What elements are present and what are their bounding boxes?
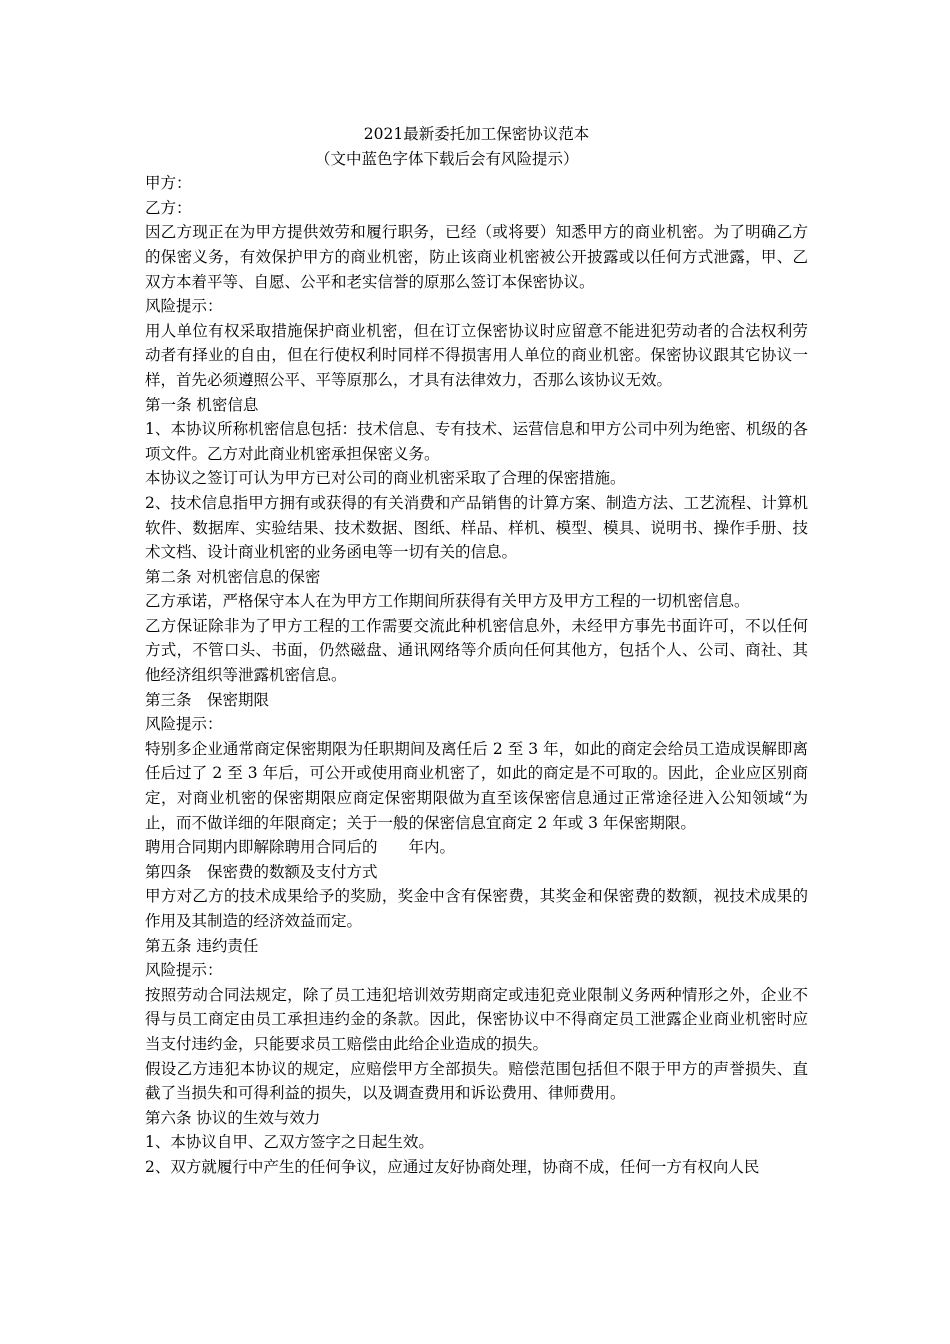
article-5-text: 假设乙方违犯本协议的规定，应赔偿甲方全部损失。赔偿范围包括但不限于甲方的声誉损失、直截了当损失和可得利益的损失，以及调查费用和诉讼费用、律师费用。: [145, 1059, 808, 1103]
article-3-term: 聘用合同期内即解除聘用合同后的 年内。: [145, 838, 456, 857]
risk-notice-heading: 风险提示：: [145, 961, 223, 980]
article-2-clause-1: 乙方承诺，严格保守本人在为甲方工作期间所获得有关甲方及甲方工程的一切机密信息。: [145, 592, 750, 611]
article-2-heading: 第二条 对机密信息的保密: [145, 567, 321, 586]
risk-notice-text: 按照劳动合同法规定，除了员工违犯培训效劳期商定或违犯竞业限制义务两种情形之外，企业不得与员工商定由员工承担违约金的条款。因此，保密协议中不得商定员工泄露企业商业机密时应当支付违约金，只能要求员工赔偿由此给企业造成的损失。: [145, 985, 808, 1053]
article-6-clause-2: 2、双方就履行中产生的任何争议，应通过友好协商处理，协商不成，任何一方有权向人民: [145, 1157, 760, 1176]
article-6-clause-1: 1、本协议自甲、乙双方签字之日起生效。: [145, 1133, 434, 1152]
article-2-clause-2: 乙方保证除非为了甲方工程的工作需要交流此种机密信息外，未经甲方事先书面许可，不以任何方式，不管口头、书面，仍然磁盘、通讯网络等介质向任何其他方，包括个人、公司、商社、其他经济组织等泄露机密信息。: [145, 616, 808, 685]
document-title: 2021最新委托加工保密协议范本: [363, 125, 590, 143]
risk-notice-heading: 风险提示：: [145, 715, 223, 734]
article-1-clause-1: 1、本协议所称机密信息包括：技术信息、专有技术、运营信息和甲方公司中列为绝密、机级的各项文件。乙方对此商业机密承担保密义务。: [145, 420, 808, 463]
risk-notice-text: 用人单位有权采取措施保护商业机密，但在订立保密协议时应留意不能进犯劳动者的合法权利劳动者有择业的自由，但在行使权利时同样不得损害用人单位的商业机密。保密协议跟其它协议一样，首先必须遵照公平、平等原那么，才具有法律效力，否那么该协议无效。: [145, 321, 808, 389]
article-4-heading: 第四条 保密费的数额及支付方式: [145, 862, 378, 881]
document-subtitle: （文中蓝色字体下载后会有风险提示）: [315, 149, 579, 168]
risk-notice-heading: 风险提示：: [145, 297, 223, 316]
document-page: [145, 122, 808, 1180]
article-3-heading: 第三条 保密期限: [145, 690, 270, 709]
article-1-heading: 第一条 机密信息: [145, 395, 259, 414]
article-1-clause-2: 2、技术信息指甲方拥有或获得的有关消费和产品销售的计算方案、制造方法、工艺流程、计算机软件、数据库、实验结果、技术数据、图纸、样品、样机、模型、模具、说明书、操作手册、技术文档、设计商业机密的业务函电等一切有关的信息。: [145, 493, 808, 562]
party-b-line: 乙方：: [145, 198, 192, 217]
article-1-note: 本协议之签订可认为甲方已对公司的商业机密采取了合理的保密措施。: [145, 469, 626, 488]
article-5-heading: 第五条 违约责任: [145, 936, 259, 955]
article-4-text: 甲方对乙方的技术成果给予的奖励，奖金中含有保密费，其奖金和保密费的数额，视技术成果的作用及其制造的经济效益而定。: [145, 887, 808, 930]
risk-notice-text: 特别多企业通常商定保密期限为任职期间及离任后 2 至 3 年，如此的商定会给员工造成误解即离任后过了 2 至 3 年后，可公开或使用商业机密了，如此的商定是不可取的。因此，企业应区别商定，对商业机密的保密期限应商定保密期限做为直至该保密信息通过正常途径进入公知领域“为止，而不做详细的年限商定；关于一般的保密信息宜商定 2 年或 3 年保密期限。: [145, 739, 808, 832]
preamble-paragraph: 因乙方现正在为甲方提供效劳和履行职务，已经（或将要）知悉甲方的商业机密。为了明确乙方的保密义务，有效保护甲方的商业机密，防止该商业机密被公开披露或以任何方式泄露，甲、乙双方本着平等、自愿、公平和老实信誉的原那么签订本保密协议。: [145, 223, 808, 291]
article-6-heading: 第六条 协议的生效与效力: [145, 1108, 321, 1127]
party-a-line: 甲方：: [145, 174, 192, 193]
